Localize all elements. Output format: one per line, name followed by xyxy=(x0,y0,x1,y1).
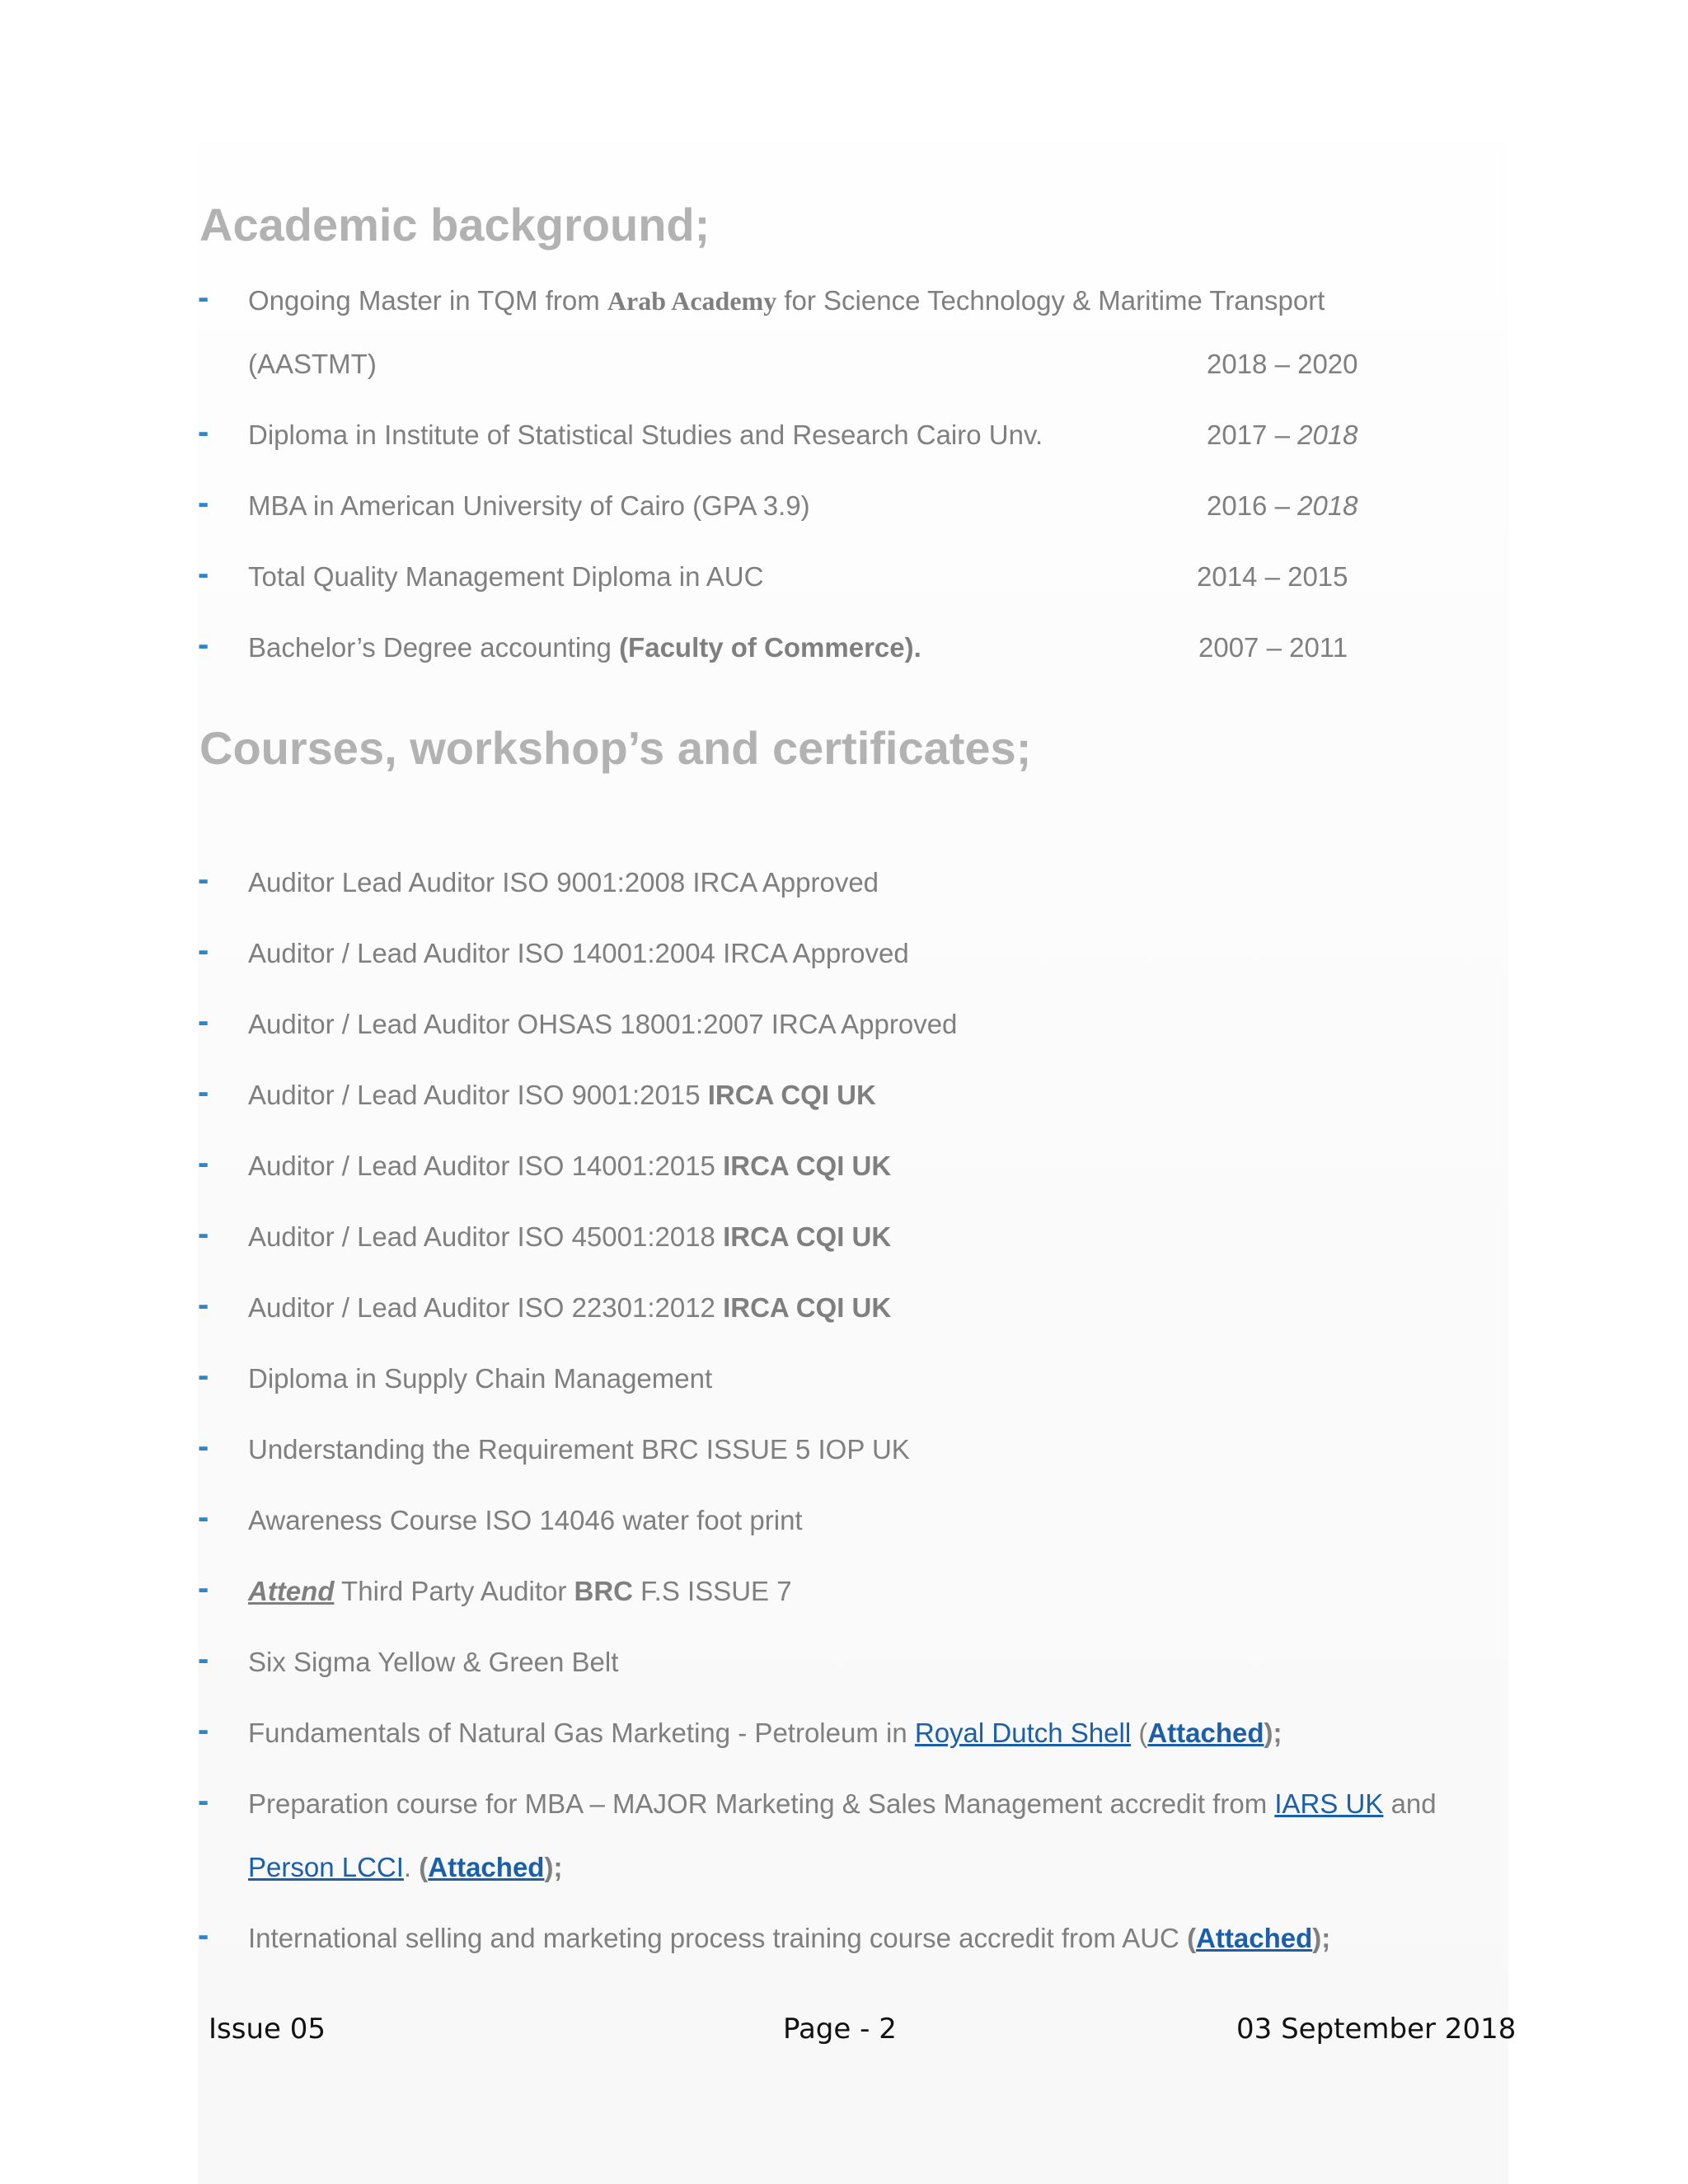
course-item: - Auditor / Lead Auditor ISO 45001:2018 IRCA CQI UK xyxy=(0,1216,1688,1258)
bullet-dash: - xyxy=(198,1641,209,1677)
course-item: - Auditor / Lead Auditor ISO 14001:2004 IRCA Approved xyxy=(0,933,1688,974)
bullet-dash: - xyxy=(198,1145,209,1181)
footer-issue: Issue 05 xyxy=(209,2013,326,2046)
course-item: - Auditor / Lead Auditor OHSAS 18001:2007 IRCA Approved xyxy=(0,1004,1688,1045)
academy-name: Arab Academy xyxy=(607,286,777,316)
course-item: - Auditor / Lead Auditor ISO 9001:2015 IRCA CQI UK xyxy=(0,1075,1688,1116)
attached-link[interactable]: Attached xyxy=(428,1852,545,1882)
bullet-dash: - xyxy=(198,279,209,316)
course-item: - Preparation course for MBA – MAJOR Marketing & Sales Management accredit from IARS UK and xyxy=(0,1783,1688,1825)
course-item-line2: Person LCCI. (Attached); xyxy=(248,1852,563,1882)
footer-page-number: Page - 2 xyxy=(783,2013,897,2046)
bullet-dash: - xyxy=(198,555,209,592)
bullet-dash: - xyxy=(198,1499,209,1535)
academic-item-bachelor: - Bachelor’s Degree accounting (Faculty of Commerce). 2007 – 2011 xyxy=(0,627,1688,668)
course-item: - Six Sigma Yellow & Green Belt xyxy=(0,1642,1688,1683)
bullet-dash: - xyxy=(198,626,209,663)
attached-link[interactable]: Attached xyxy=(1196,1923,1313,1953)
bullet-dash: - xyxy=(198,1428,209,1465)
bullet-dash: - xyxy=(198,861,209,898)
course-item: - Awareness Course ISO 14046 water foot print xyxy=(0,1500,1688,1541)
academic-years: 2018 – 2020 xyxy=(1207,349,1358,379)
course-item: - Fundamentals of Natural Gas Marketing - Petroleum in Royal Dutch Shell (Attached); xyxy=(0,1713,1688,1754)
bullet-dash: - xyxy=(198,1783,209,1819)
academic-item-tqm: - Total Quality Management Diploma in AUC 2014 – 2015 xyxy=(0,556,1688,598)
iars-uk-link[interactable]: IARS UK xyxy=(1274,1788,1384,1819)
course-item: - Auditor / Lead Auditor ISO 22301:2012 IRCA CQI UK xyxy=(0,1287,1688,1329)
course-item: - Understanding the Requirement BRC ISSUE 5 IOP UK xyxy=(0,1429,1688,1470)
courses-heading: Courses, workshop’s and certificates; xyxy=(199,722,1032,774)
bullet-dash: - xyxy=(198,1570,209,1606)
academic-item-master: - Ongoing Master in TQM from Arab Academy for Science Technology & Maritime Transport xyxy=(0,280,1688,321)
bullet-dash: - xyxy=(198,485,209,521)
academic-item-master-line2: (AASTMT) 2018 – 2020 xyxy=(0,344,1688,385)
academic-years: 2007 – 2011 xyxy=(1198,632,1348,663)
bullet-dash: - xyxy=(198,1074,209,1110)
bullet-dash: - xyxy=(198,1917,209,1953)
bullet-dash: - xyxy=(198,414,209,450)
bullet-dash: - xyxy=(198,932,209,968)
academic-item-diploma: - Diploma in Institute of Statistical Studies and Research Cairo Unv. 2017 – 2018 xyxy=(0,415,1688,456)
bullet-dash: - xyxy=(198,1003,209,1039)
person-lcci-link[interactable]: Person LCCI xyxy=(248,1852,404,1882)
academic-years: 2017 – 2018 xyxy=(1207,419,1358,450)
course-item: - Auditor / Lead Auditor ISO 14001:2015 IRCA CQI UK xyxy=(0,1146,1688,1187)
academic-heading: Academic background; xyxy=(199,199,710,251)
bullet-dash: - xyxy=(198,1712,209,1748)
course-item: - Diploma in Supply Chain Management xyxy=(0,1358,1688,1399)
academic-years: 2014 – 2015 xyxy=(1197,561,1348,592)
bullet-dash: - xyxy=(198,1286,209,1323)
footer-date: 03 September 2018 xyxy=(1236,2013,1517,2046)
bullet-dash: - xyxy=(198,1357,209,1394)
academic-years: 2016 – 2018 xyxy=(1207,490,1358,521)
bullet-dash: - xyxy=(198,1216,209,1252)
attend-emphasis: Attend xyxy=(248,1576,335,1606)
course-item: - International selling and marketing process training course accredit from AUC (Attached); xyxy=(0,1918,1688,1959)
academic-item-mba: - MBA in American University of Cairo (GPA 3.9) 2016 – 2018 xyxy=(0,485,1688,527)
course-item: - Attend Third Party Auditor BRC F.S ISSUE 7 xyxy=(0,1571,1688,1612)
attached-link[interactable]: Attached xyxy=(1147,1718,1264,1748)
course-item: - Auditor Lead Auditor ISO 9001:2008 IRCA Approved xyxy=(0,862,1688,903)
royal-dutch-shell-link[interactable]: Royal Dutch Shell xyxy=(914,1718,1132,1748)
